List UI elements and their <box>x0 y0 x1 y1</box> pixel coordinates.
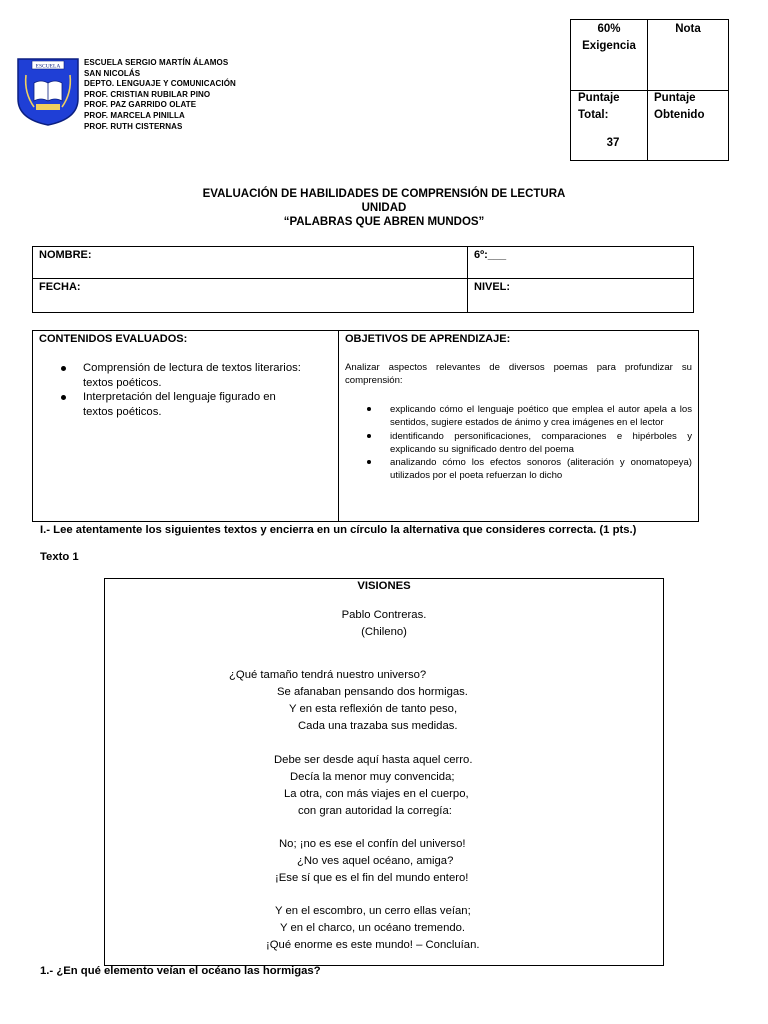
list-item-text: Interpretación del lenguaje figurado en <box>83 391 276 404</box>
poem-author: Pablo Contreras. <box>341 609 427 621</box>
school-name: ESCUELA SERGIO MARTÍN ÁLAMOS <box>84 58 229 67</box>
school-info <box>84 58 236 132</box>
nota-label: Nota <box>675 23 701 35</box>
fecha-field[interactable]: FECHA: <box>39 281 81 293</box>
section-instructions: I.- Lee atentamente los siguientes textos y encierra en un círculo la alternativa que consideres correcta. (1 pts.) <box>40 524 637 536</box>
table-divider <box>338 331 339 521</box>
contents-objectives-table <box>32 330 699 522</box>
grade-box <box>570 19 729 161</box>
poem-line: Y en el charco, un océano tremendo. <box>280 922 466 934</box>
exigencia-label: Exigencia <box>582 40 636 52</box>
poem-line: ¿No ves aquel océano, amiga? <box>297 855 454 867</box>
poem-line: ¿Qué tamaño tendrá nuestro universo? <box>229 669 427 681</box>
poem-line: No; ¡no es ese el confín del universo! <box>279 838 466 850</box>
bullet-icon <box>61 366 66 371</box>
poem-line: Cada una trazaba sus medidas. <box>298 720 458 732</box>
list-item-text: explicando cómo el lenguaje poético que emplea el autor apela a los sentidos, sugiere estados de ánimo y crea imágenes en el lector <box>390 404 692 429</box>
table-divider <box>33 278 693 279</box>
exigencia-cell <box>571 21 647 55</box>
list-item-text: analizando cómo los efectos sonoros (aliteración y onomatopeya) utilizados por el poeta refuerzan lo dicho <box>390 457 692 482</box>
puntaje-total-value: 37 <box>606 137 620 149</box>
texto-label: Texto 1 <box>40 551 79 563</box>
objetivos-header: OBJETIVOS DE APRENDIZAJE: <box>345 333 511 345</box>
list-item-text: textos poéticos. <box>83 405 162 418</box>
bullet-icon <box>367 407 371 411</box>
school-city: SAN NICOLÁS <box>84 68 141 78</box>
nivel-field[interactable]: NIVEL: <box>474 281 511 293</box>
bullet-icon <box>367 460 371 464</box>
puntaje-total-label: Puntaje <box>578 92 620 104</box>
objetivos-intro: Analizar aspectos relevantes de diversos poemas para profundizar su comprensión: <box>345 362 692 387</box>
student-info-table <box>32 246 694 313</box>
poem-line: Se afanaban pensando dos hormigas. <box>277 686 468 698</box>
poem-line: La otra, con más viajes en el cuerpo, <box>284 788 469 800</box>
list-item <box>83 390 333 419</box>
puntaje-total-cell <box>578 90 620 124</box>
unit-label: UNIDAD <box>361 202 407 214</box>
list-item <box>390 403 692 430</box>
school-department: DEPTO. LENGUAJE Y COMUNICACIÓN <box>84 79 236 89</box>
puntaje-obtenido-label: Puntaje <box>654 92 696 104</box>
bullet-icon <box>61 395 66 400</box>
list-item <box>390 456 692 483</box>
poem-line: Decía la menor muy convencida; <box>290 771 455 783</box>
teacher-name: PROF. MARCELA PINILLA <box>84 110 185 120</box>
poem-line: ¡Qué enorme es este mundo! – Concluían. <box>266 939 480 951</box>
bullet-icon <box>367 434 371 438</box>
list-item-text: Comprensión de lectura de textos literarios: <box>83 362 301 374</box>
list-item-text: identificando personificaciones, comparaciones e hipérboles y explicando su significado dentro del poema <box>390 430 692 455</box>
poem-line: Y en esta reflexión de tanto peso, <box>289 703 458 715</box>
poem-nationality: (Chileno) <box>361 626 407 638</box>
teacher-name: PROF. CRISTIAN RUBILAR PINO <box>84 89 211 99</box>
poem-title: VISIONES <box>357 580 411 592</box>
puntaje-obtenido-cell <box>654 90 704 124</box>
teacher-name: PROF. RUTH CISTERNAS <box>84 121 183 131</box>
list-item <box>83 361 333 390</box>
poem-box <box>104 578 664 966</box>
list-item-text: textos poéticos. <box>83 376 162 389</box>
puntaje-total-label: Total: <box>578 109 609 121</box>
question-1: 1.- ¿En qué elemento veían el océano las hormigas? <box>40 965 321 977</box>
nombre-field[interactable]: NOMBRE: <box>39 249 92 261</box>
poem-line: ¡Ese sí que es el fin del mundo entero! <box>275 872 469 884</box>
exigencia-percent: 60% <box>597 23 621 35</box>
table-divider <box>467 247 468 312</box>
poem-line: Y en el escombro, un cerro ellas veían; <box>275 905 471 917</box>
poem-line: con gran autoridad la corregía: <box>298 805 452 817</box>
poem-line: Debe ser desde aquí hasta aquel cerro. <box>274 754 473 766</box>
curso-field[interactable]: 6º:___ <box>474 249 507 261</box>
teacher-name: PROF. PAZ GARRIDO OLATE <box>84 100 197 110</box>
list-item <box>390 430 692 457</box>
page-title: EVALUACIÓN DE HABILIDADES DE COMPRENSIÓN DE LECTURA <box>202 188 566 200</box>
school-logo <box>14 53 82 127</box>
puntaje-obtenido-label: Obtenido <box>654 109 705 121</box>
objetivos-list <box>390 403 692 483</box>
unit-name: “PALABRAS QUE ABREN MUNDOS” <box>283 216 485 228</box>
badge-text: ESCUELA <box>35 63 61 70</box>
contenidos-list <box>83 361 333 419</box>
contenidos-header: CONTENIDOS EVALUADOS: <box>39 333 188 345</box>
